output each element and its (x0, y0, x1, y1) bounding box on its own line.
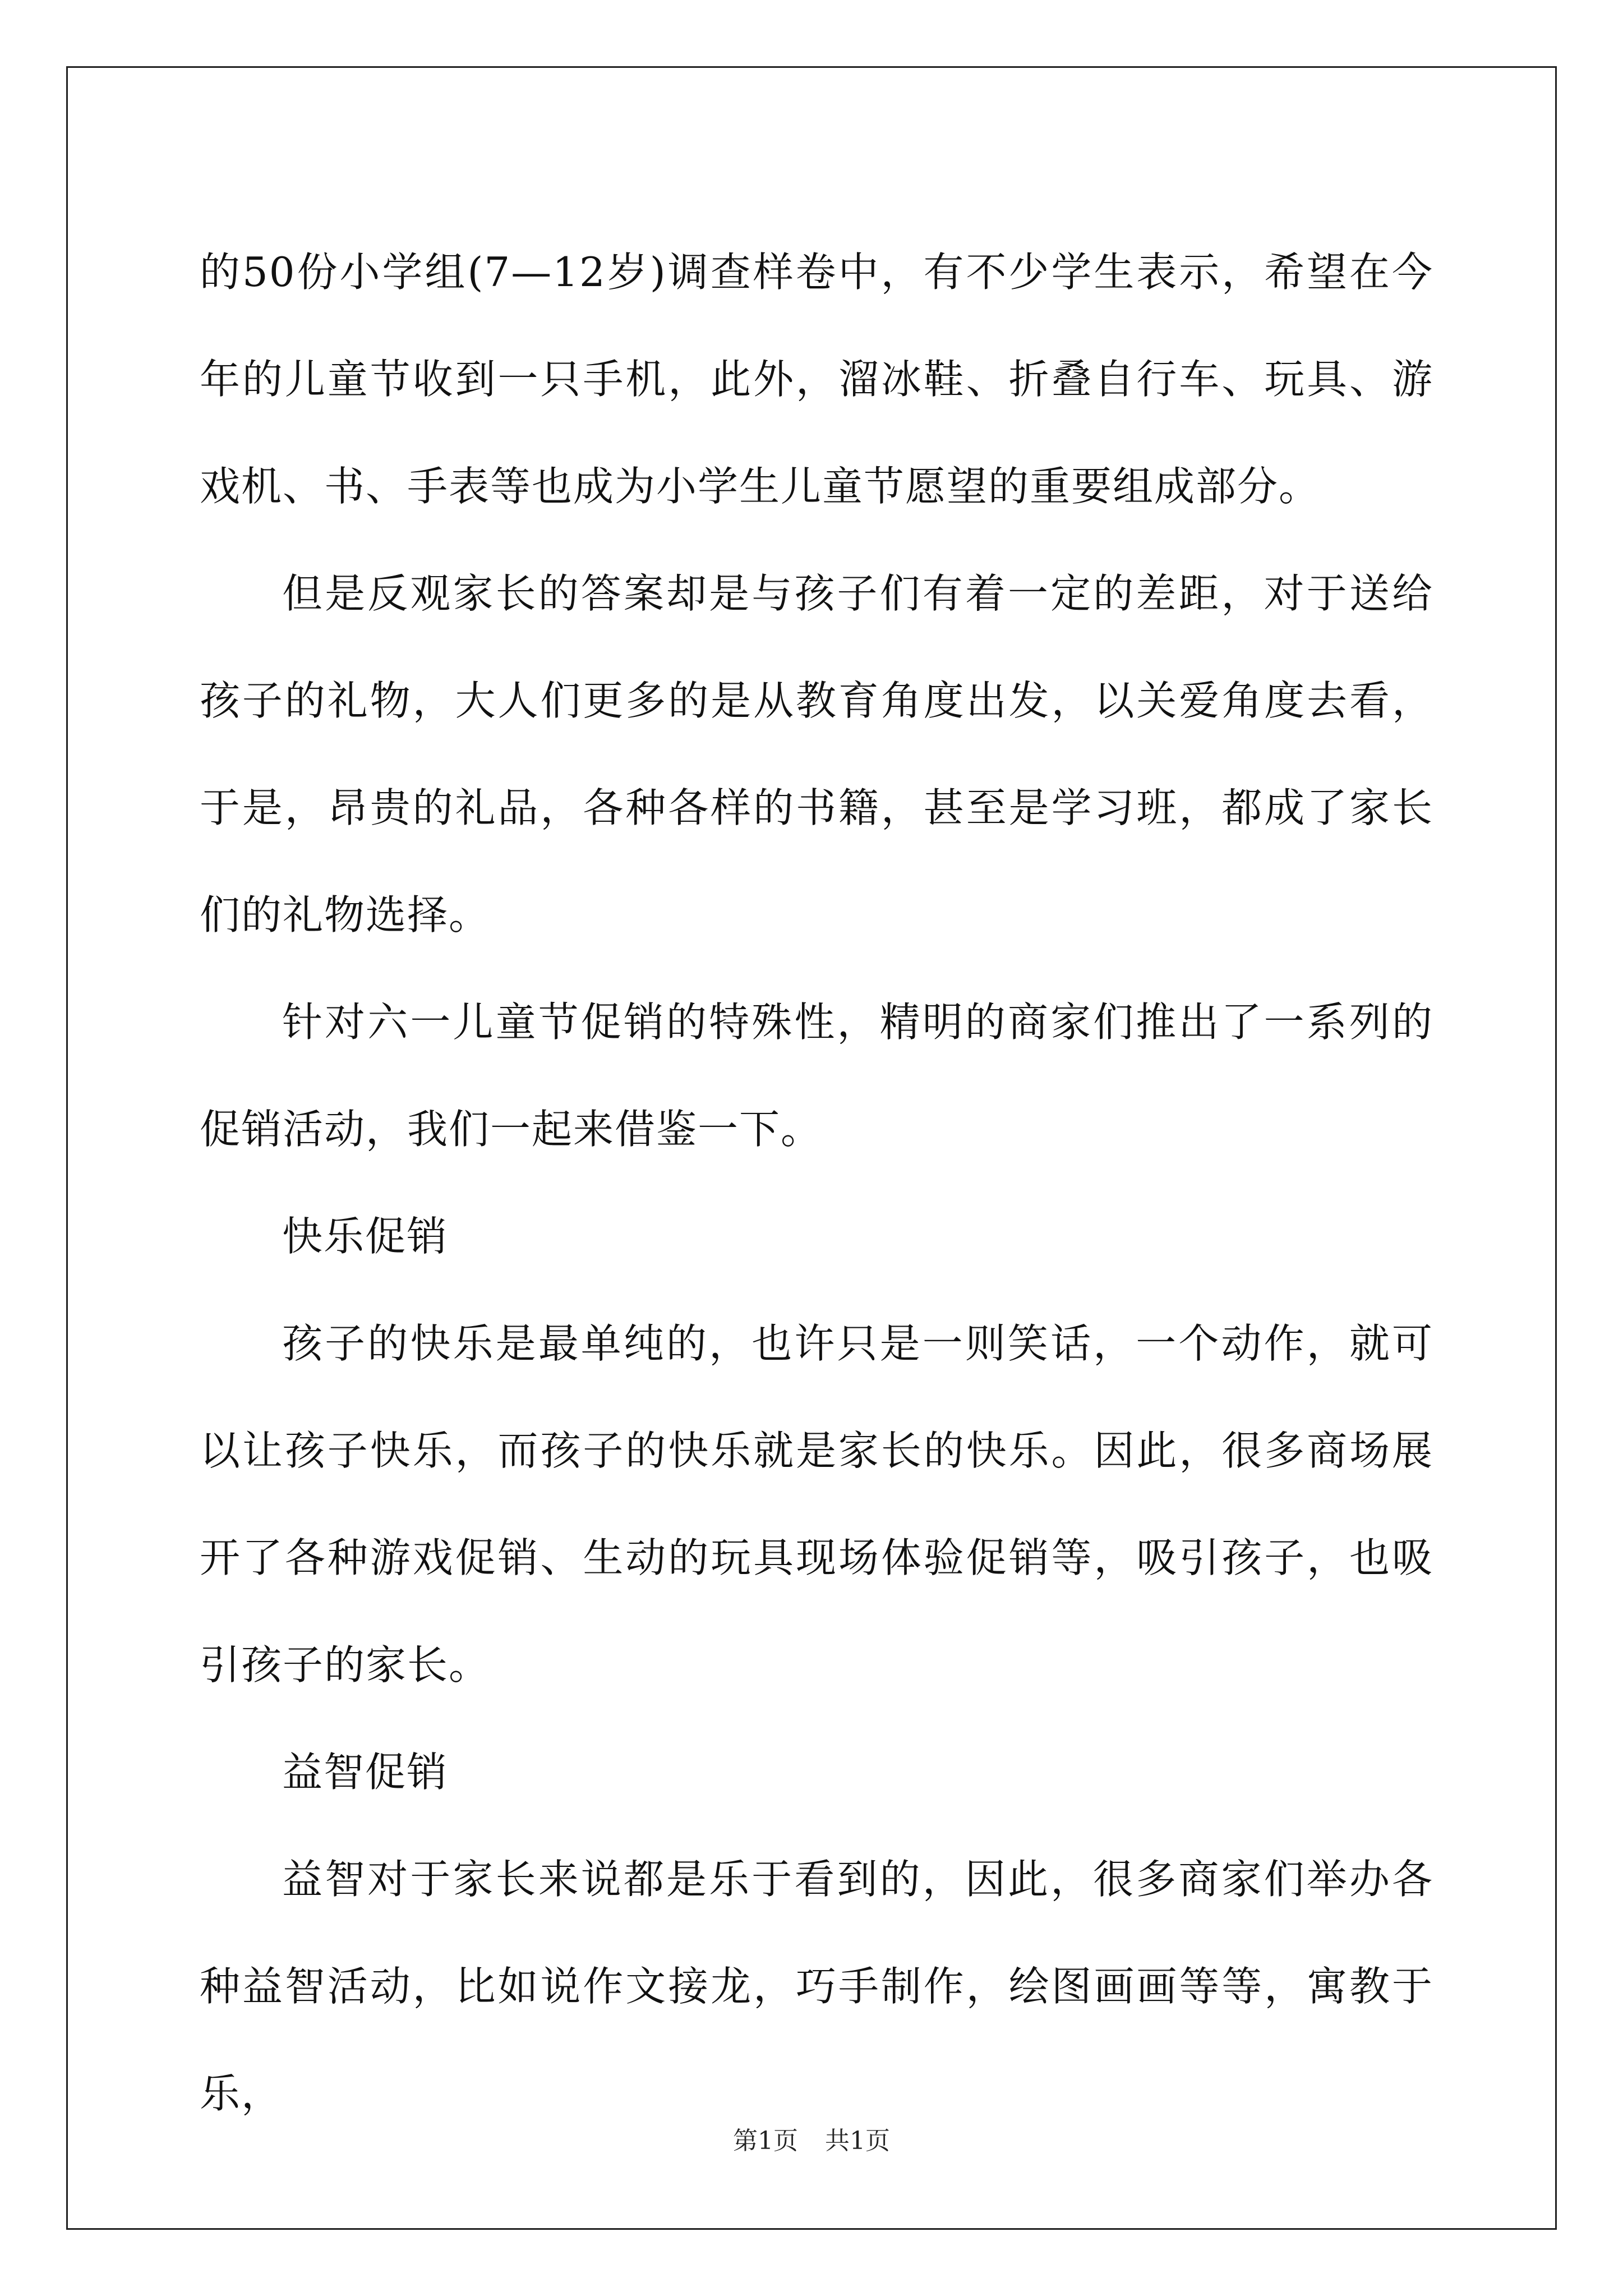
paragraph: 但是反观家长的答案却是与孩子们有着一定的差距，对于送给孩子的礼物，大人们更多的是从教育角度出发，以关爱角度去看，于是，昂贵的礼品，各种各样的书籍，甚至是学习班，都成了家长们的礼物选择。 (200, 570, 1433, 938)
section-heading-educational-promotion: 益智促销 (282, 1749, 449, 1796)
page-total: 共1页 (825, 2127, 890, 2155)
paragraph-continued: 的50份小学组(7—12岁)调查样卷中，有不少学生表示，希望在今年的儿童节收到一只手机，此外，溜冰鞋、折叠自行车、玩具、游戏机、书、手表等也成为小学生儿童节愿望的重要组成部分。 (200, 249, 1433, 510)
paragraph: 孩子的快乐是最单纯的，也许只是一则笑话，一个动作，就可以让孩子快乐，而孩子的快乐就是家长的快乐。因此，很多商场展开了各种游戏促销、生动的玩具现场体验促销等，吸引孩子，也吸引孩子的家长。 (200, 1320, 1433, 1688)
paragraph: 针对六一儿童节促销的特殊性，精明的商家们推出了一系列的促销活动，我们一起来借鉴一下。 (200, 999, 1433, 1153)
paragraph: 益智对于家长来说都是乐于看到的，因此，很多商家们举办各种益智活动，比如说作文接龙，巧手制作，绘图画画等等，寓教于乐， (200, 1856, 1433, 2117)
document-body (200, 219, 1433, 2147)
page-footer (0, 2120, 1623, 2156)
section-heading-happy-promotion: 快乐促销 (282, 1213, 449, 1260)
page-number: 第1页 (733, 2127, 798, 2155)
